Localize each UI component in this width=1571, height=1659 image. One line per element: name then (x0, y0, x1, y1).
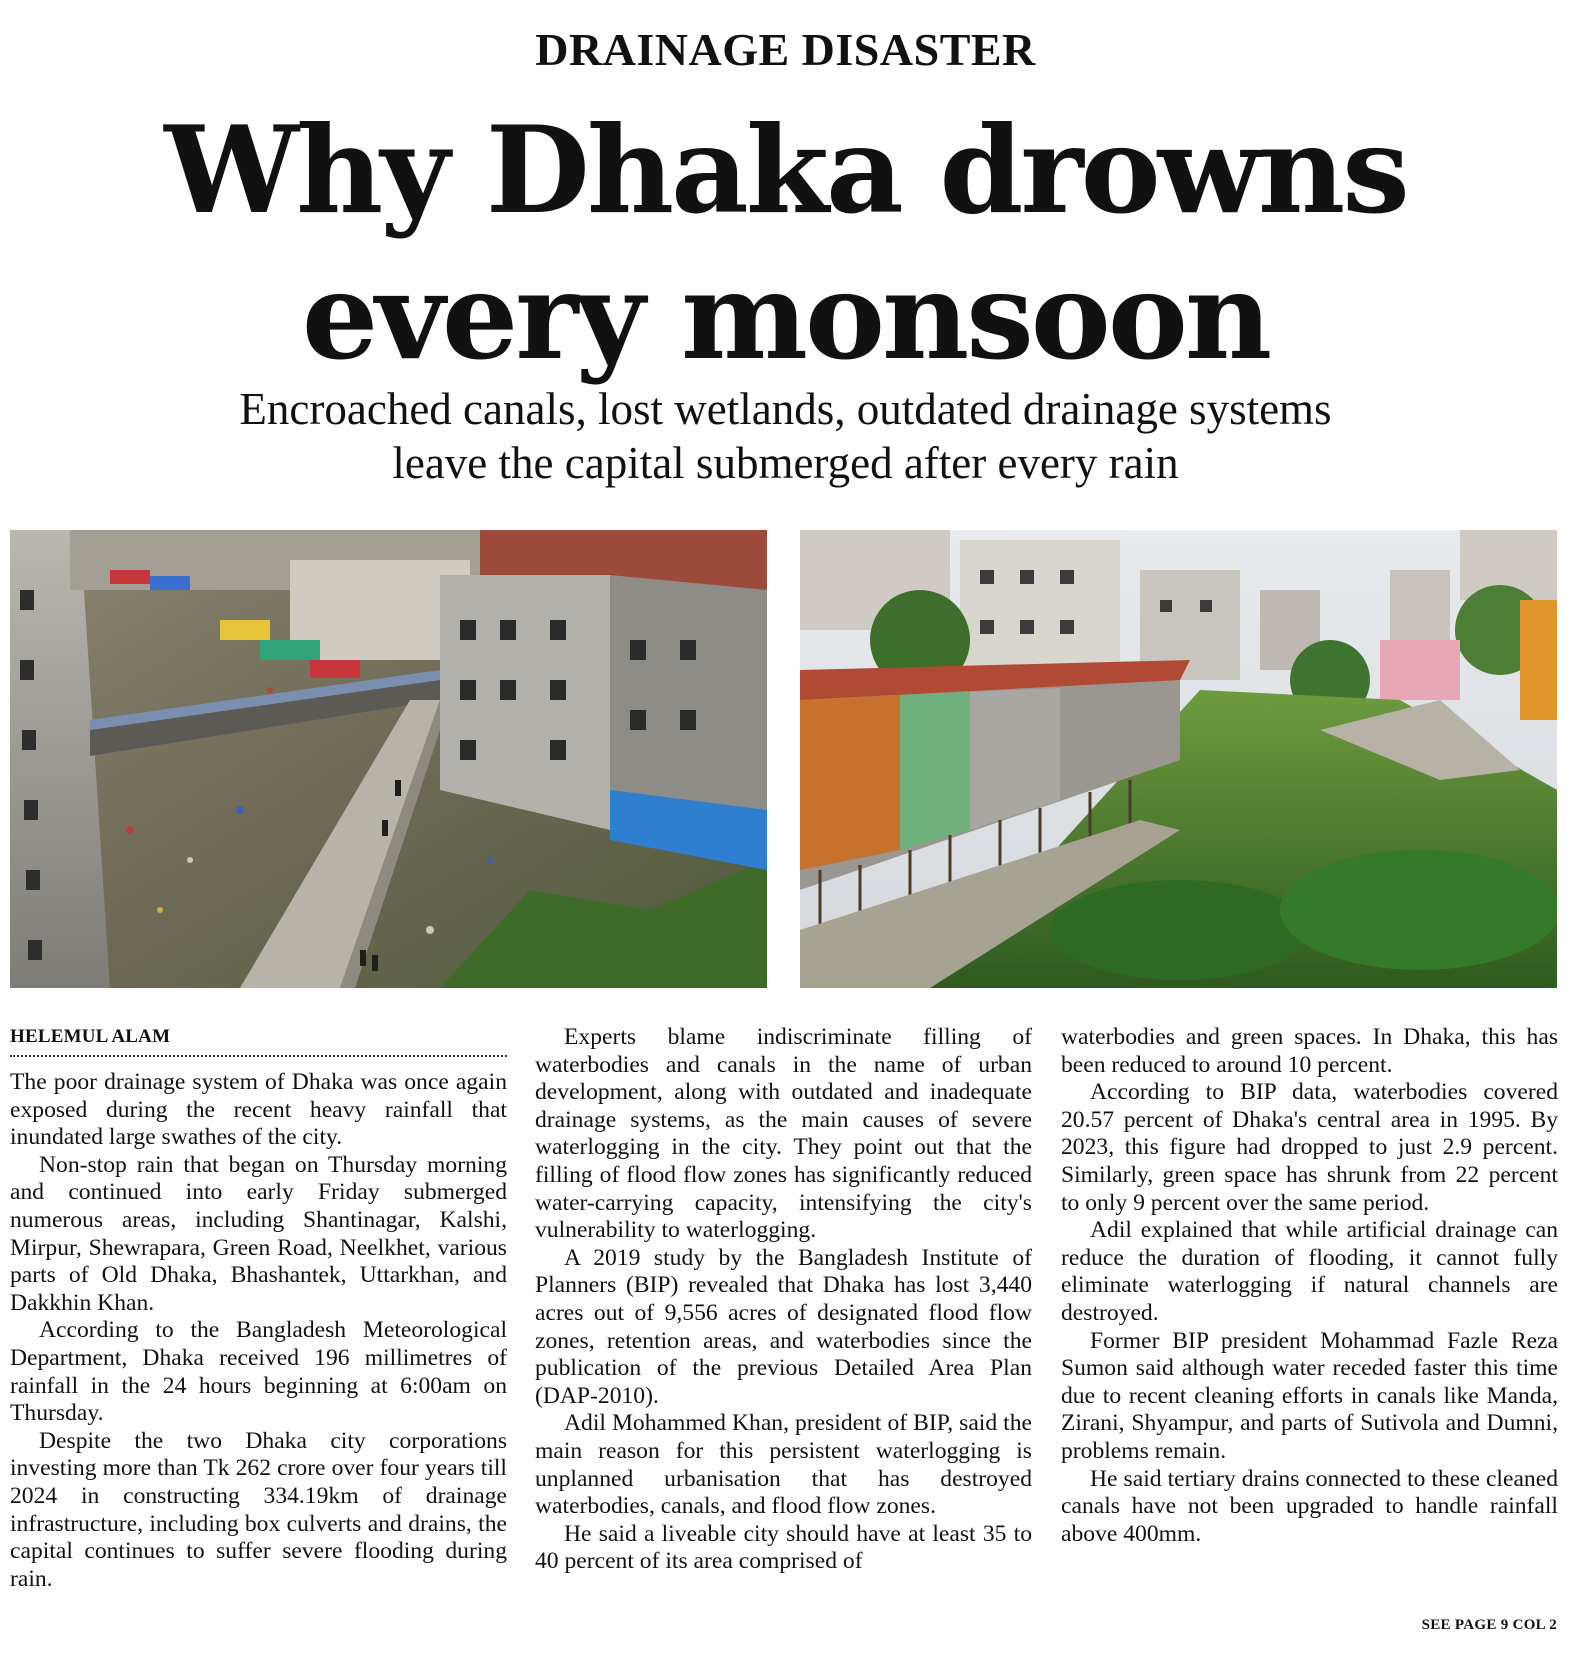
paragraph: According to BIP data, waterbodies covered 20.57 percent of Dhaka's central area in 1995. By 2023, this figure had dropped to just 2.9 percent. Similarly, green space has shrunk from 22 percent to only 9 percent over the same period. (1061, 1079, 1558, 1216)
kicker: DRAINAGE DISASTER (535, 24, 1036, 75)
deck-line-2: leave the capital submerged after every rain (392, 438, 1179, 488)
photo-canal-illustration (10, 530, 767, 988)
headline-line-1: Why Dhaka drowns (164, 100, 1407, 241)
photo-hyacinth-illustration (800, 530, 1557, 988)
paragraph: Adil explained that while artificial drainage can reduce the duration of flooding, it cannot fully eliminate waterlogging if natural channels are destroyed. (1061, 1217, 1558, 1326)
headline (0, 98, 1571, 390)
paragraph: Non-stop rain that began on Thursday morning and continued into early Friday submerged numerous areas, including Shantinagar, Kalshi, Mirpur, Shewrapara, Green Road, Neelkhet, various parts of Old Dhaka, Bhashantek, Uttarkhan, and Dakkhin Khan. (10, 1151, 507, 1316)
paragraph: Experts blame indiscriminate filling of waterbodies and canals in the name of urban development, along with outdated and inadequate drainage systems, as the main causes of severe waterlogging in the city. They point out that the filling of flood flow zones has significantly reduced water-carrying capacity, intensifying the city's vulnerability to waterlogging. (535, 1024, 1032, 1244)
paragraph: Former BIP president Mohammad Fazle Reza Sumon said although water receded faster this time due to recent cleaning efforts in canals like Manda, Zirani, Shyampur, and parts of Sutivola and Dumni, problems remain. (1061, 1327, 1558, 1464)
article-column-3 (1061, 1024, 1558, 1648)
paragraph: A 2019 study by the Bangladesh Institute of Planners (BIP) revealed that Dhaka has lost 3,440 acres out of 9,556 acres of designated flood flow zones, retention areas, and waterbodies since the publication of the previous Detailed Area Plan (DAP-2010). (535, 1244, 1032, 1409)
paragraph: The poor drainage system of Dhaka was once again exposed during the recent heavy rainfall that inundated large swathes of the city. (10, 1069, 507, 1151)
byline-divider (10, 1055, 507, 1057)
jump-line: SEE PAGE 9 COL 2 (1421, 1617, 1557, 1633)
paragraph: He said a liveable city should have at least 35 to 40 percent of its area comprised of (535, 1520, 1032, 1575)
article-column-1 (10, 1024, 507, 1648)
paragraph-continued: waterbodies and green spaces. In Dhaka, this has been reduced to around 10 percent. (1061, 1024, 1558, 1078)
paragraph: Adil Mohammed Khan, president of BIP, said the main reason for this persistent waterlogging is unplanned urbanisation that has destroyed waterbodies, canals, and flood flow zones. (535, 1410, 1032, 1520)
headline-line-2: every monsoon (301, 246, 1270, 387)
paragraph: According to the Bangladesh Meteorological Department, Dhaka received 196 millimetres of rainfall in the 24 hours beginning at 6:00am on Thursday. (10, 1317, 507, 1427)
byline: HELEMUL ALAM (10, 1026, 171, 1047)
deck (0, 382, 1571, 490)
paragraph: Despite the two Dhaka city corporations investing more than Tk 262 crore over four years till 2024 in constructing 334.19km of drainage infrastructure, including box culverts and drains, the capital continues to suffer severe flooding during rain. (10, 1427, 507, 1592)
paragraph: He said tertiary drains connected to these cleaned canals have not been upgraded to handle rainfall above 400mm. (1061, 1465, 1558, 1547)
article-column-2 (535, 1024, 1032, 1648)
deck-line-1: Encroached canals, lost wetlands, outdated drainage systems (239, 384, 1332, 434)
photo-hyacinth-canal (800, 530, 1557, 988)
photo-encroached-canal (10, 530, 767, 988)
